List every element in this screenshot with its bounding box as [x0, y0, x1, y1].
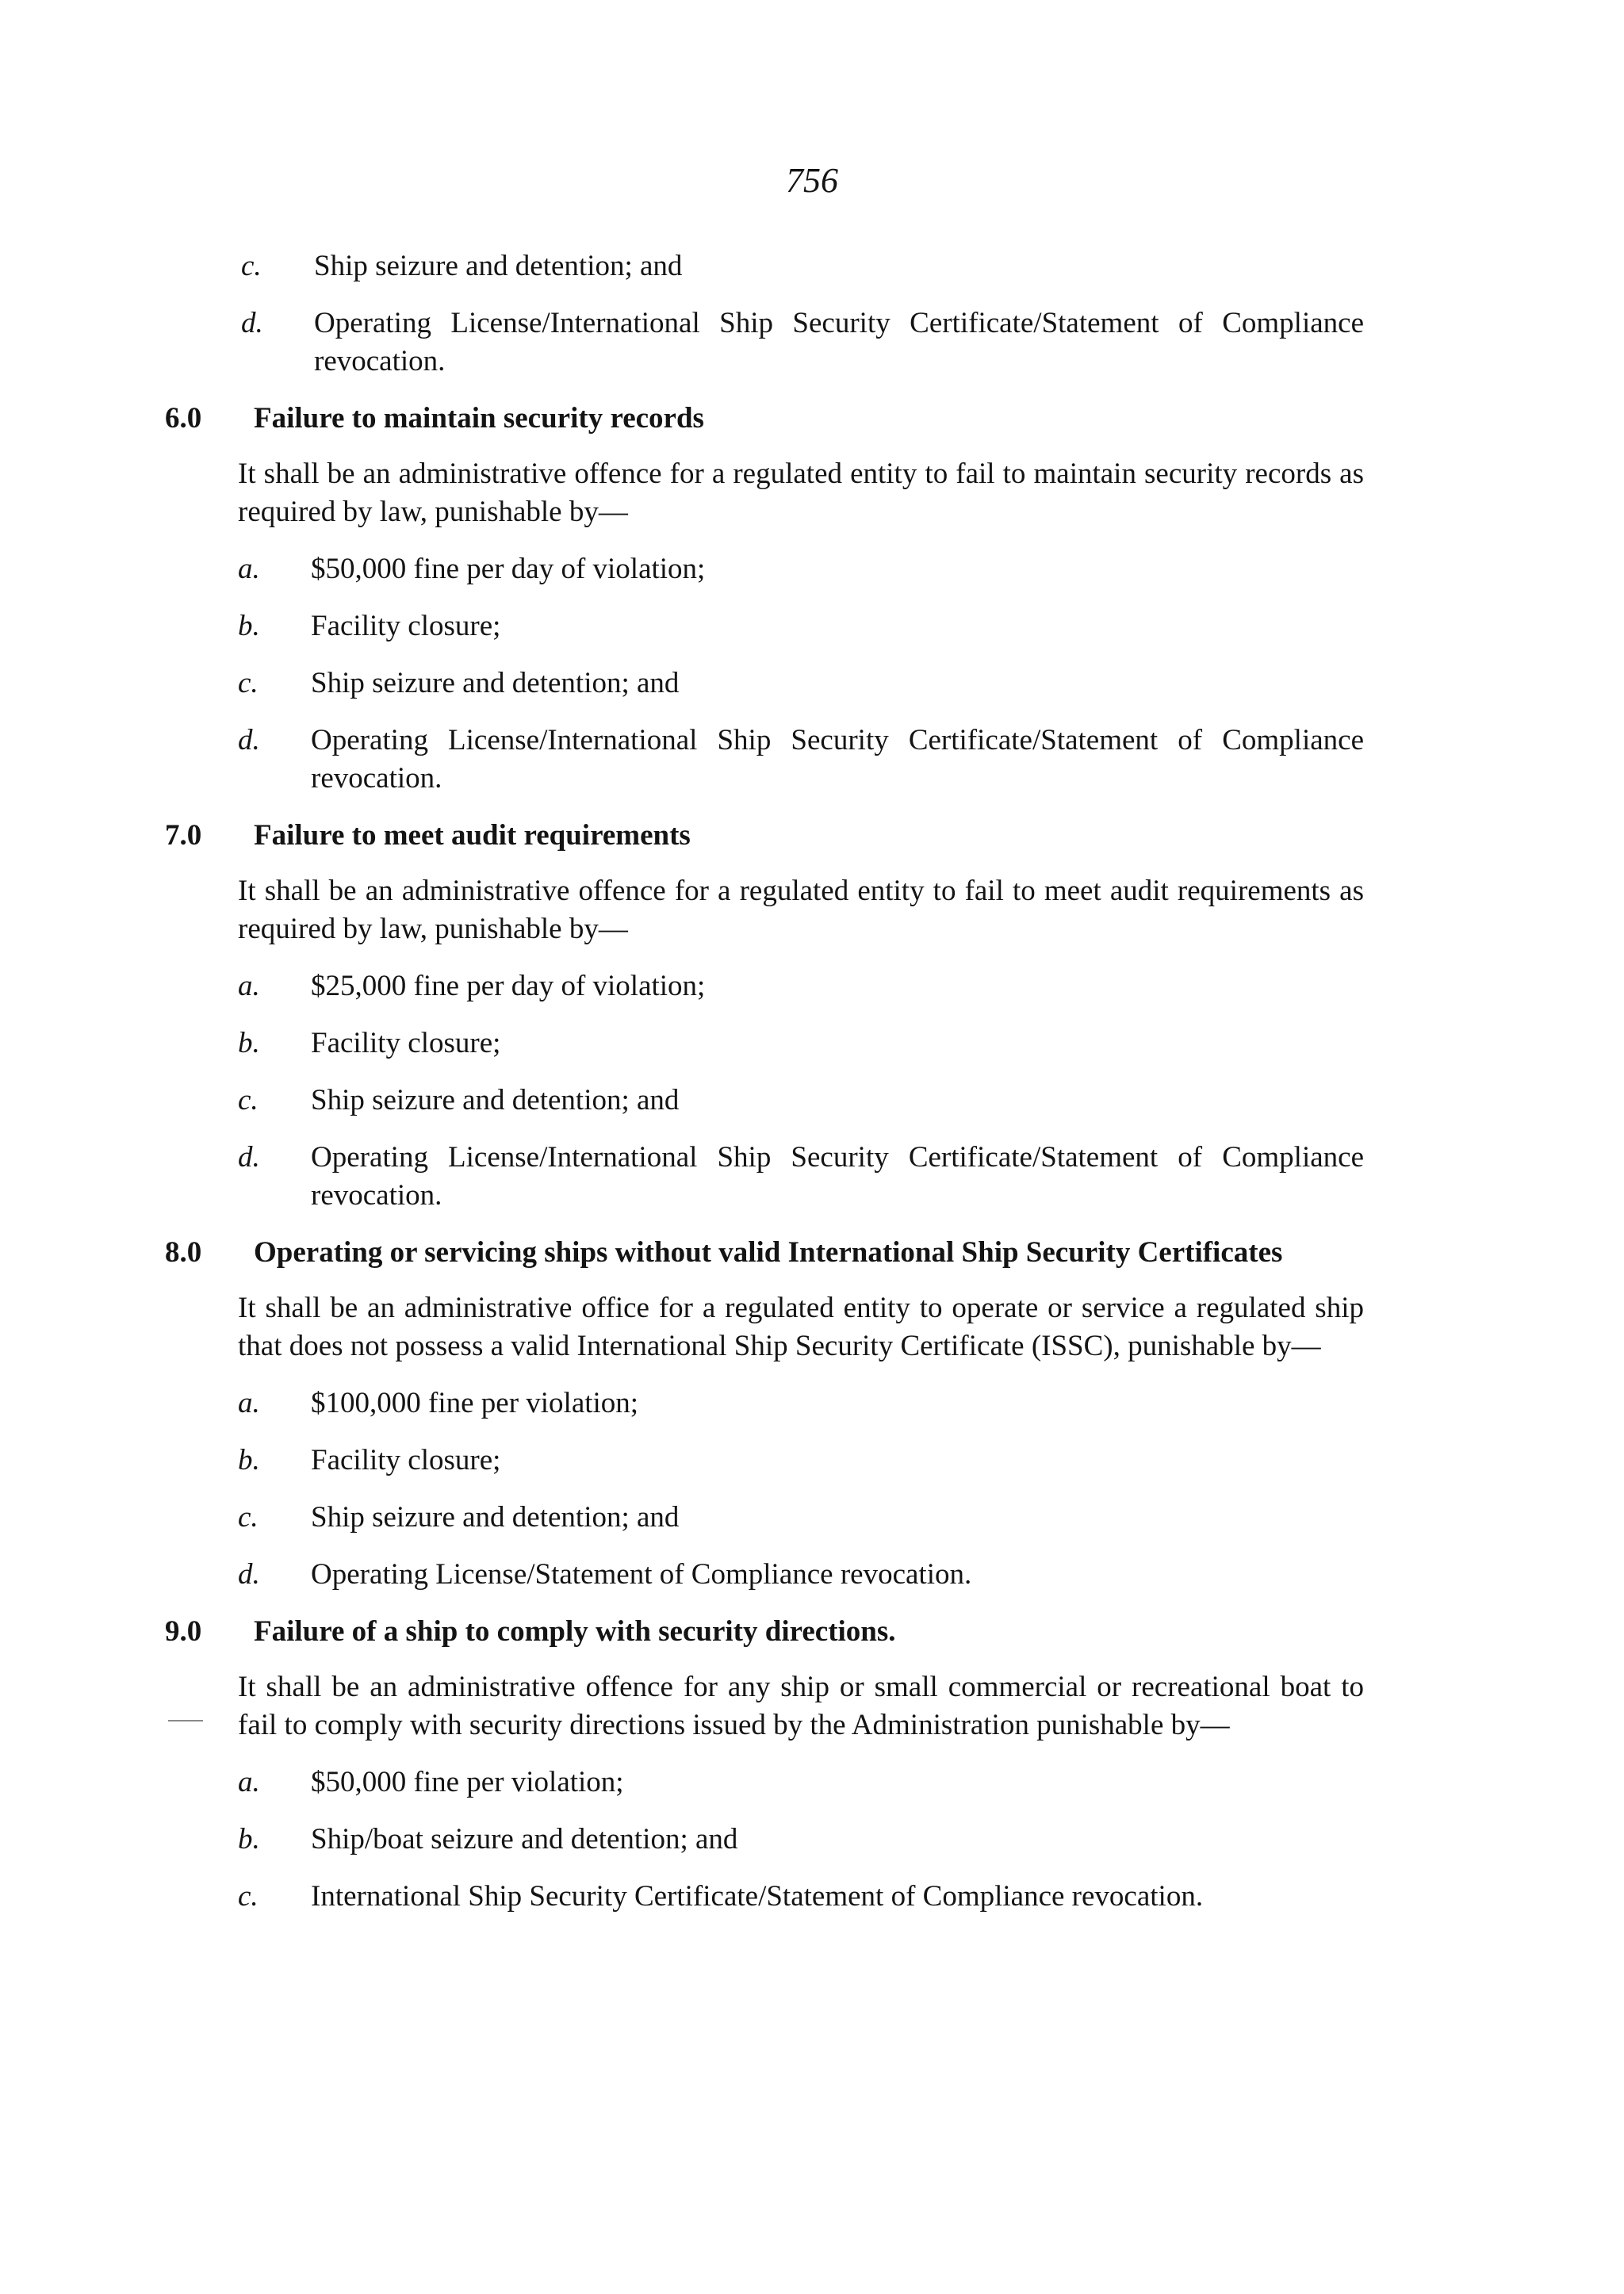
item-letter: c. — [238, 667, 259, 699]
list-item — [238, 1764, 1364, 1802]
section-title: Failure of a ship to comply with security directions. — [254, 1615, 896, 1648]
item-text: Ship seizure and detention; and — [314, 250, 683, 282]
item-letter: d. — [238, 1141, 260, 1174]
continued-list — [238, 247, 1364, 381]
section-6 — [165, 400, 1364, 798]
item-text: Operating License/International Ship Security Certificate/Statement of Compliance revocation. — [314, 307, 1364, 377]
section-9 — [165, 1613, 1364, 1916]
section-body: It shall be an administrative offence for a regulated entity to fail to meet audit requirements as required by law, punishable by— — [238, 875, 1364, 945]
section-body: It shall be an administrative office for a regulated entity to operate or service a regulated ship that does not possess a valid International Ship Security Certificate (ISSC), punishable by— — [238, 1292, 1364, 1362]
item-text: $100,000 fine per violation; — [311, 1387, 639, 1419]
section-number: 6.0 — [165, 402, 202, 435]
item-letter: a. — [238, 970, 260, 1002]
item-text: Ship seizure and detention; and — [311, 1084, 680, 1116]
list-item — [238, 1499, 1364, 1537]
list-item — [238, 1082, 1364, 1120]
section-body: It shall be an administrative offence for a regulated entity to fail to maintain security records as required by law, punishable by— — [238, 458, 1364, 528]
section-body: It shall be an administrative offence for any ship or small commercial or recreational boat to fail to comply with security directions issued by the Administration punishable by— — [238, 1671, 1364, 1741]
item-text: Ship seizure and detention; and — [311, 667, 680, 699]
item-text: Facility closure; — [311, 1444, 501, 1476]
document-content — [165, 247, 1364, 1935]
list-item — [238, 967, 1364, 1005]
item-text: Operating License/International Ship Security Certificate/Statement of Compliance revocation. — [311, 1141, 1364, 1212]
section-heading — [143, 817, 1364, 855]
item-letter: a. — [238, 553, 260, 585]
list-item — [238, 1878, 1364, 1916]
margin-mark — [168, 1720, 203, 1721]
item-letter: b. — [238, 1444, 260, 1476]
list-item — [238, 1384, 1364, 1423]
section-heading — [143, 1234, 1364, 1272]
section-heading — [143, 1613, 1364, 1651]
section-number: 8.0 — [165, 1236, 202, 1269]
item-text: $50,000 fine per violation; — [311, 1766, 624, 1798]
item-text: International Ship Security Certificate/Statement of Compliance revocation. — [311, 1880, 1204, 1913]
section-title: Operating or servicing ships without valid International Ship Security Certificates — [254, 1236, 1283, 1269]
item-letter: a. — [238, 1766, 260, 1798]
list-item — [241, 247, 1364, 285]
item-text: Facility closure; — [311, 1027, 501, 1059]
section-number: 7.0 — [165, 819, 202, 852]
section-title: Failure to maintain security records — [254, 402, 704, 435]
section-number: 9.0 — [165, 1615, 202, 1648]
item-letter: c. — [238, 1880, 259, 1913]
item-text: Facility closure; — [311, 610, 501, 642]
item-letter: b. — [238, 1027, 260, 1059]
list-item — [241, 304, 1364, 381]
penalty-list — [238, 550, 1364, 798]
item-letter: d. — [241, 307, 263, 339]
item-letter: d. — [238, 724, 260, 756]
item-letter: d. — [238, 1558, 260, 1591]
item-text: Ship/boat seizure and detention; and — [311, 1823, 738, 1855]
item-text: Ship seizure and detention; and — [311, 1501, 680, 1534]
item-letter: c. — [238, 1084, 259, 1116]
list-item — [238, 664, 1364, 703]
item-letter: a. — [238, 1387, 260, 1419]
penalty-list — [238, 1384, 1364, 1594]
list-item — [238, 607, 1364, 645]
item-letter: c. — [238, 1501, 259, 1534]
section-8 — [165, 1234, 1364, 1594]
list-item — [238, 1442, 1364, 1480]
list-item — [238, 1556, 1364, 1594]
item-letter: b. — [238, 1823, 260, 1855]
list-item — [238, 1821, 1364, 1859]
section-heading — [143, 400, 1364, 438]
penalty-list — [238, 967, 1364, 1215]
section-7 — [165, 817, 1364, 1215]
page-number: 756 — [786, 161, 838, 200]
list-item — [238, 1024, 1364, 1063]
item-text: Operating License/International Ship Security Certificate/Statement of Compliance revocation. — [311, 724, 1364, 795]
section-title: Failure to meet audit requirements — [254, 819, 691, 852]
item-text: $50,000 fine per day of violation; — [311, 553, 706, 585]
list-item — [238, 550, 1364, 588]
list-item — [238, 722, 1364, 798]
item-text: Operating License/Statement of Compliance revocation. — [311, 1558, 972, 1591]
list-item — [238, 1139, 1364, 1215]
item-letter: b. — [238, 610, 260, 642]
penalty-list — [238, 1764, 1364, 1916]
item-letter: c. — [241, 250, 262, 282]
item-text: $25,000 fine per day of violation; — [311, 970, 706, 1002]
